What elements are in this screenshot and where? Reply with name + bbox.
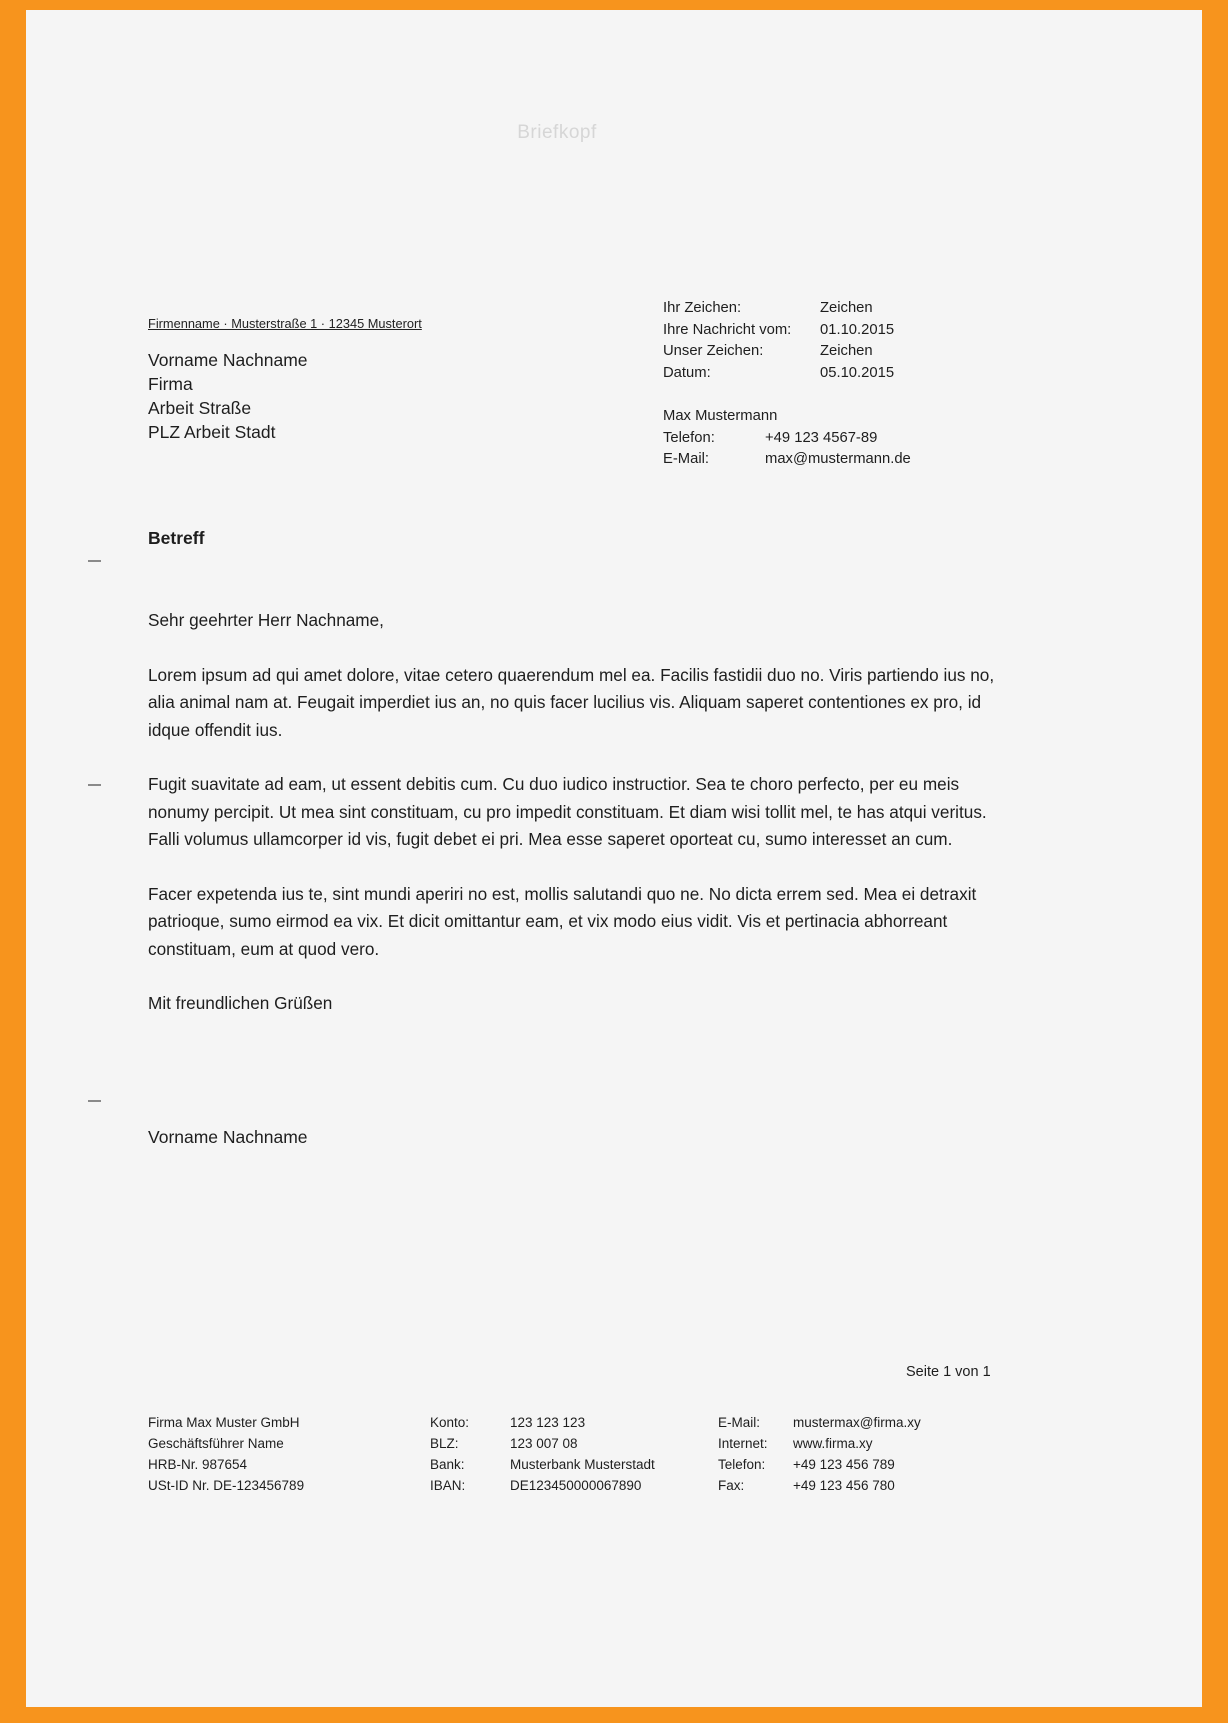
fold-mark xyxy=(88,1100,101,1102)
subject-line: Betreff xyxy=(148,528,205,548)
recipient-line: Firma xyxy=(148,374,193,394)
footer-label: E-Mail: xyxy=(718,1415,761,1430)
footer-label: IBAN: xyxy=(430,1478,466,1493)
reference-value: Zeichen xyxy=(820,300,873,316)
reference-value: 01.10.2015 xyxy=(820,321,895,338)
footer-row xyxy=(718,1475,921,1496)
body-paragraph: Fugit suavitate ad eam, ut essent debitis cum. Cu duo iudico instructior. Sea te choro perfecto, per eu meis nonumy percipit. Ut mea sint constituam, cu pro impedit constituam. Et diam wisi tollit mel, te has atqui veritus. Falli volumus ullamcorper id vis, fugit debet ei pri. Mea esse saperet oporteat cu, sumo interesset an cum. xyxy=(148,774,987,849)
footer-value: DE123450000067890 xyxy=(510,1478,642,1493)
footer-bank-column xyxy=(430,1412,655,1496)
footer-label: Telefon: xyxy=(718,1457,766,1472)
footer-label: BLZ: xyxy=(430,1436,459,1451)
footer-value: www.firma.xy xyxy=(793,1436,873,1451)
salutation: Sehr geehrter Herr Nachname, xyxy=(148,610,384,630)
footer-value: +49 123 456 780 xyxy=(793,1478,895,1493)
footer-company-line: Firma Max Muster GmbH xyxy=(148,1415,300,1430)
fold-mark xyxy=(88,784,101,786)
footer-value: Musterbank Musterstadt xyxy=(510,1457,655,1472)
letterhead-watermark: Briefkopf xyxy=(517,122,597,143)
contact-phone-value: +49 123 4567-89 xyxy=(765,429,878,446)
footer-row xyxy=(430,1475,655,1496)
contact-name: Max Mustermann xyxy=(663,408,778,424)
footer-company-line: Geschäftsführer Name xyxy=(148,1436,284,1451)
footer-row xyxy=(430,1454,655,1475)
body-paragraph: Lorem ipsum ad qui amet dolore, vitae cetero quaerendum mel ea. Facilis fastidii duo no. Viris partiendo ius no, alia animal nam at. Feugait imperdiet ius an, no quis facer lucilius vis. Aliquam saperet contentiones ex pro, id idque offendit ius. xyxy=(148,664,995,740)
contact-row xyxy=(663,449,911,471)
closing-line: Mit freundlichen Grüßen xyxy=(148,993,333,1013)
contact-block xyxy=(663,406,911,471)
signature-name: Vorname Nachname xyxy=(148,1127,308,1147)
contact-label: Telefon: xyxy=(663,429,715,446)
reference-label: Unser Zeichen: xyxy=(663,343,764,360)
footer-company-column xyxy=(148,1412,304,1496)
contact-row xyxy=(663,428,911,450)
reference-label: Datum: xyxy=(663,365,711,382)
reference-row xyxy=(663,341,894,363)
recipient-line: Arbeit Straße xyxy=(148,398,252,418)
reference-value: 05.10.2015 xyxy=(820,365,895,382)
recipient-line: PLZ Arbeit Stadt xyxy=(148,422,276,442)
reference-row xyxy=(663,363,894,385)
footer-company-line: HRB-Nr. 987654 xyxy=(148,1457,248,1472)
footer-label: Internet: xyxy=(718,1436,768,1451)
reference-block xyxy=(663,298,894,385)
body-paragraph: Facer expetenda ius te, sint mundi aperiri no est, mollis salutandi quo ne. No dicta errem sed. Mea ei detraxit patrioque, sumo eirmod ea vix. Et dicit omittantur eam, et vix modo eius vidit. Vis et pertinacia abhorreant constituam, eum at quod vero. xyxy=(148,883,977,959)
contact-email-value: max@mustermann.de xyxy=(765,451,911,468)
reference-label: Ihre Nachricht vom: xyxy=(663,321,792,338)
page-number: Seite 1 von 1 xyxy=(906,1364,991,1380)
letter-page xyxy=(26,10,1202,1707)
footer-value: 123 007 08 xyxy=(510,1436,578,1451)
footer-row xyxy=(430,1433,655,1454)
footer-label: Fax: xyxy=(718,1478,745,1493)
sender-line: Firmenname · Musterstraße 1 · 12345 Musterort xyxy=(148,316,422,331)
letter-body xyxy=(148,607,1006,1018)
footer-value: mustermax@firma.xy xyxy=(793,1415,921,1430)
reference-row xyxy=(663,298,894,320)
footer-value: 123 123 123 xyxy=(510,1415,586,1430)
reference-row xyxy=(663,320,894,342)
footer-row xyxy=(718,1454,921,1475)
footer-row xyxy=(718,1433,921,1454)
footer-label: Bank: xyxy=(430,1457,465,1472)
recipient-address xyxy=(148,348,308,444)
reference-label: Ihr Zeichen: xyxy=(663,300,742,316)
fold-mark xyxy=(88,560,101,562)
footer-value: +49 123 456 789 xyxy=(793,1457,895,1472)
contact-label: E-Mail: xyxy=(663,451,710,468)
footer-row xyxy=(718,1412,921,1433)
footer-company-line: USt-ID Nr. DE-123456789 xyxy=(148,1478,305,1493)
footer-contact-column xyxy=(718,1412,921,1496)
footer-label: Konto: xyxy=(430,1415,470,1430)
recipient-line: Vorname Nachname xyxy=(148,350,308,370)
footer-row xyxy=(430,1412,655,1433)
reference-value: Zeichen xyxy=(820,343,873,360)
